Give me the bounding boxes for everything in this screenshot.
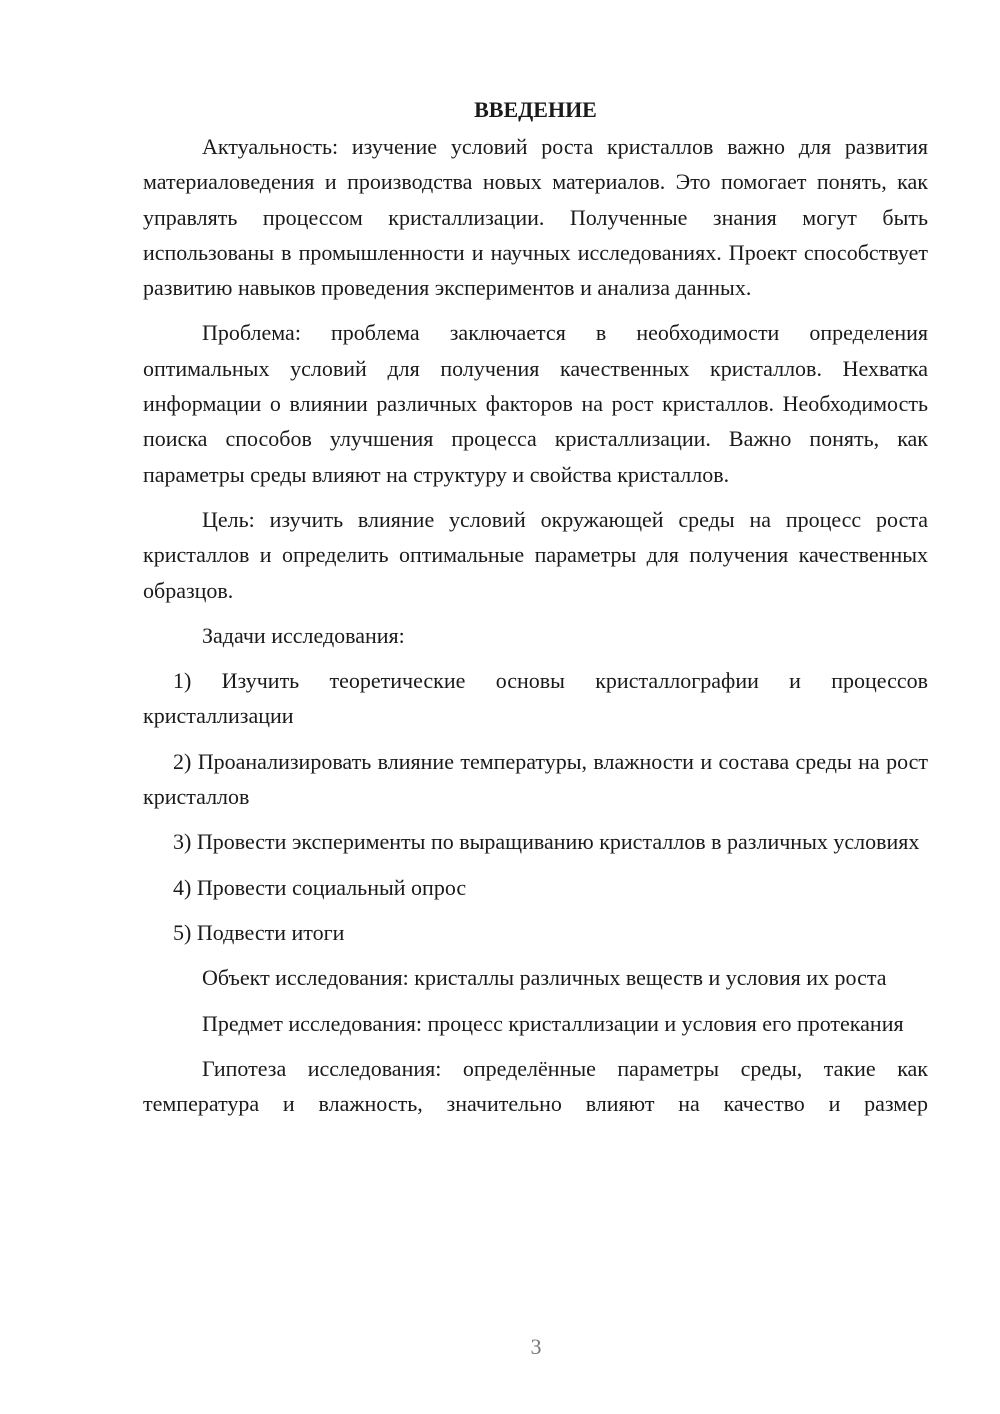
problem-paragraph: Проблема: проблема заключается в необходимости определения оптимальных условий для получения качественных кристаллов. Нехватка информации о влиянии различных факторов на рост кристаллов. Необходимость поиска способов улучшения процесса кристаллизации. Важно понять, как параметры среды влияют на структуру и свойства кристаллов.	[143, 320, 928, 487]
page-number: 3	[530, 1334, 542, 1359]
task-item: 5) Подвести итоги	[173, 919, 345, 945]
hypothesis-paragraph: Гипотеза исследования: определённые параметры среды, такие как температура и влажность, значительно влияют на качество и размер	[143, 1055, 928, 1117]
task-item: 2) Проанализировать влияние температуры, влажности и состава среды на рост кристаллов	[143, 748, 928, 810]
task-item: 4) Провести социальный опрос	[173, 874, 467, 900]
goal-paragraph: Цель: изучить влияние условий окружающей среды на процесс роста кристаллов и определить оптимальные параметры для получения качественных образцов.	[143, 506, 928, 603]
tasks-heading: Задачи исследования:	[202, 622, 405, 648]
relevance-paragraph: Актуальность: изучение условий роста кристаллов важно для развития материаловедения и производства новых материалов. Это помогает понять, как управлять процессом кристаллизации. Полученные знания могут быть использованы в промышленности и научных исследованиях. Проект способствует развитию навыков проведения экспериментов и анализа данных.	[143, 134, 928, 301]
task-item: 3) Провести эксперименты по выращиванию кристаллов в различных условиях	[173, 829, 920, 855]
subject-paragraph: Предмет исследования: процесс кристаллизации и условия его протекания	[202, 1010, 904, 1036]
document-page	[143, 92, 928, 1121]
object-paragraph: Объект исследования: кристаллы различных веществ и условия их роста	[202, 965, 887, 991]
page-title: ВВЕДЕНИЕ	[474, 97, 597, 122]
task-item: 1) Изучить теоретические основы кристаллографии и процессов кристаллизации	[143, 668, 928, 729]
